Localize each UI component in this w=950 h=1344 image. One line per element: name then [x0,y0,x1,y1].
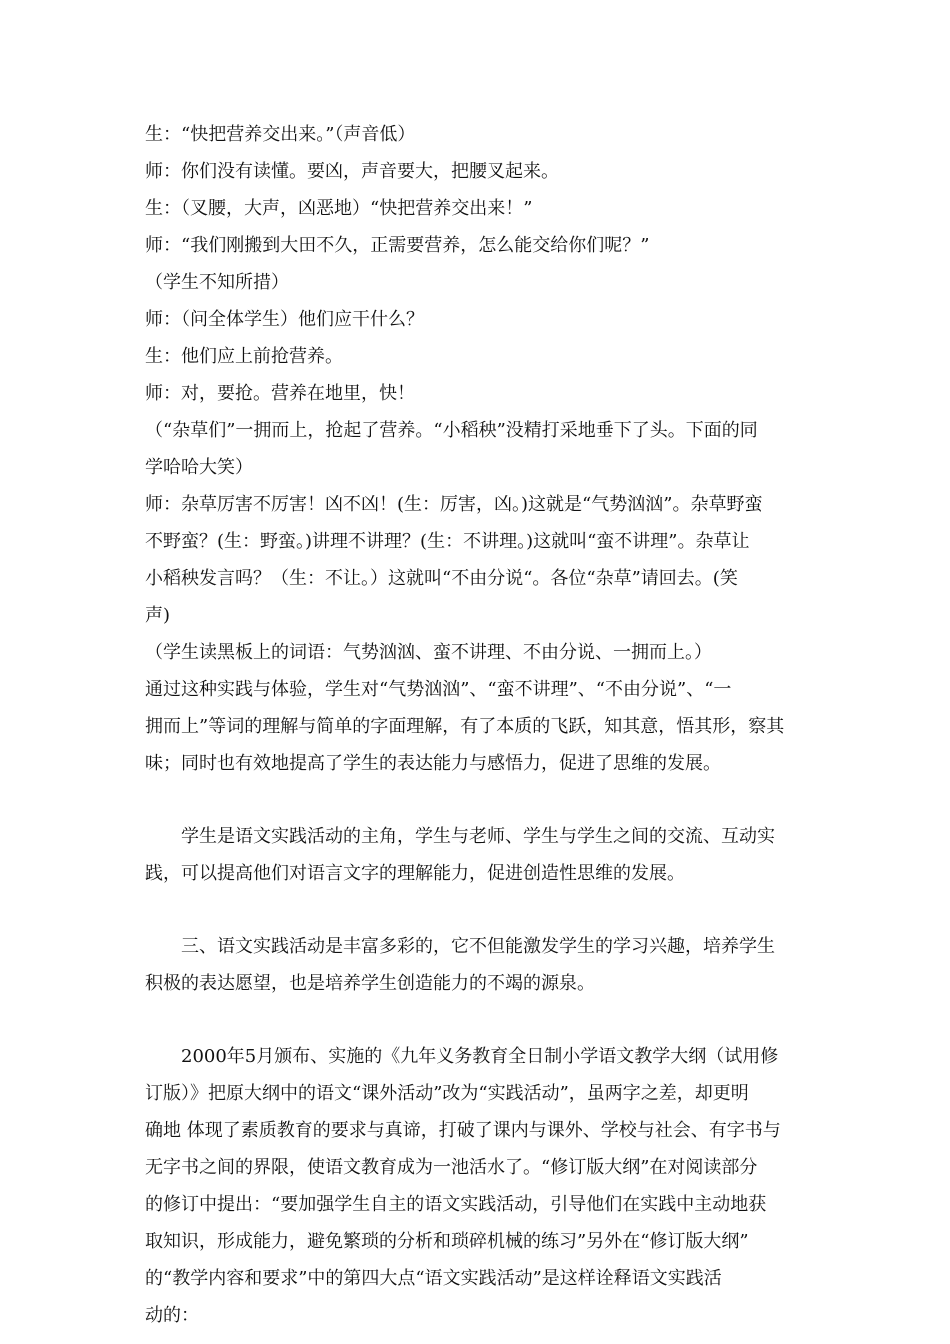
text-line: 不野蛮？(生：野蛮。)讲理不讲理？(生：不讲理。)这就叫“蛮不讲理”。杂草让 [145,531,750,552]
paragraph-spacer [145,1002,810,1038]
text-line: 取知识，形成能力，避免繁琐的分析和琐碎机械的练习”另外在“修订版大纲” [145,1231,749,1252]
text-line: 订版）》把原大纲中的语文“课外活动”改为“实践活动”，虽两字之差，却更明 [145,1083,749,1104]
paragraph-spacer [145,782,810,818]
document-body [145,116,810,1334]
text-line: 学哈哈大笑） [145,457,253,478]
text-line: 师：杂草厉害不厉害！凶不凶！(生：厉害，凶。)这就是“气势汹汹”。杂草野蛮 [145,494,763,515]
text-line: （“杂草们”一拥而上，抢起了营养。“小稻秧”没精打采地垂下了头。下面的同 [145,420,758,441]
text-line: 的修订中提出：“要加强学生自主的语文实践活动，引导他们在实践中主动地获 [145,1194,767,1215]
text-line: 三、语文实践活动是丰富多彩的，它不但能激发学生的学习兴趣，培养学生 [145,936,775,957]
text-line: 生：（叉腰，大声，凶恶地）“快把营养交出来！” [145,198,533,219]
text-line: 确地 体现了素质教育的要求与真谛，打破了课内与课外、学校与社会、有字书与 [145,1120,781,1141]
text-line: 2000年5月颁布、实施的《九年义务教育全日制小学语文教学大纲（试用修 [145,1046,779,1067]
text-line: 学生是语文实践活动的主角，学生与老师、学生与学生之间的交流、互动实 [145,826,775,847]
text-line: 无字书之间的界限，使语文教育成为一池活水了。“修订版大纲”在对阅读部分 [145,1157,758,1178]
text-line: 积极的表达愿望，也是培养学生创造能力的不竭的源泉。 [145,973,595,994]
text-line: 声) [145,605,171,626]
text-line: 动的： [145,1305,199,1326]
text-line: 生：“快把营养交出来。”（声音低） [145,124,416,145]
text-line: 师：“我们刚搬到大田不久，正需要营养，怎么能交给你们呢？” [145,235,650,256]
text-line: （学生不知所措） [145,272,289,293]
text-line: 师：（问全体学生）他们应干什么？ [145,309,424,330]
text-line: 小稻秧发言吗？（生：不让。）这就叫“不由分说“。各位“杂草”请回去。(笑 [145,568,738,589]
paragraph-spacer [145,892,810,928]
text-line: 的“教学内容和要求”中的第四大点“语文实践活动”是这样诠释语文实践活 [145,1268,722,1289]
text-line: （学生读黑板上的词语：气势汹汹、蛮不讲理、不由分说、一拥而上。） [145,642,712,663]
text-line: 味；同时也有效地提高了学生的表达能力与感悟力，促进了思维的发展。 [145,753,721,774]
text-line: 师：你们没有读懂。要凶，声音要大，把腰叉起来。 [145,161,559,182]
text-line: 生：他们应上前抢营养。 [145,346,343,367]
text-line: 通过这种实践与体验，学生对“气势汹汹”、“蛮不讲理”、“不由分说”、“一 [145,679,732,700]
text-line: 践，可以提高他们对语言文字的理解能力，促进创造性思维的发展。 [145,863,685,884]
text-line: 拥而上”等词的理解与简单的字面理解，有了本质的飞跃，知其意，悟其形，察其 [145,716,785,737]
text-line: 师：对，要抢。营养在地里，快！ [145,383,415,404]
